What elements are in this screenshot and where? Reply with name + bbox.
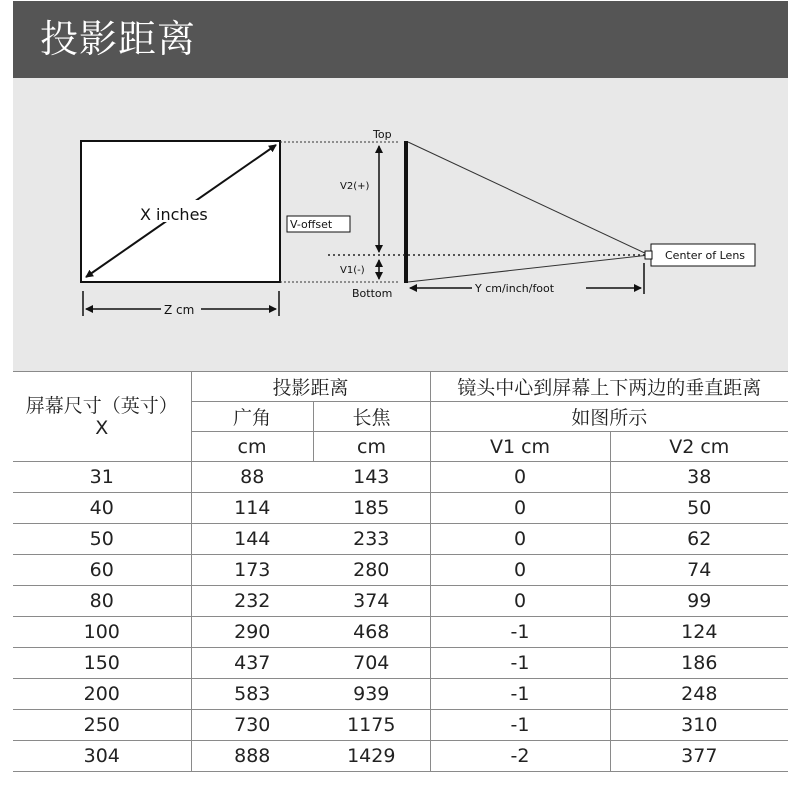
- v2-cell: 50: [610, 493, 788, 524]
- tele-cell: 704: [313, 648, 430, 679]
- wide-cell: 114: [191, 493, 313, 524]
- wide-cell: 144: [191, 524, 313, 555]
- size-cell: 60: [13, 555, 191, 586]
- v1-cell: -1: [430, 710, 610, 741]
- page-title: 投影距离: [40, 17, 197, 61]
- v2-cell: 74: [610, 555, 788, 586]
- wide-cell: 88: [191, 462, 313, 493]
- table-row: [13, 679, 788, 710]
- v1-cell: -1: [430, 617, 610, 648]
- size-cell: 40: [13, 493, 191, 524]
- v1-cell: 0: [430, 555, 610, 586]
- voffset-label: V-offset: [290, 218, 333, 231]
- table-row: [13, 524, 788, 555]
- as-figure-header: 如图所示: [430, 402, 788, 432]
- v2-cell: 248: [610, 679, 788, 710]
- projection-diagram-svg: [13, 78, 788, 371]
- tele-unit-header: cm: [313, 432, 430, 462]
- tele-cell: 143: [313, 462, 430, 493]
- distance-label: Y cm/inch/foot: [475, 282, 555, 295]
- v2-cell: 186: [610, 648, 788, 679]
- v1-header: V1 cm: [430, 432, 610, 462]
- wide-cell: 730: [191, 710, 313, 741]
- table-row: [13, 493, 788, 524]
- throw-distance-group-header: 投影距离: [191, 372, 430, 402]
- v1-label: V1(-): [340, 265, 365, 276]
- table-row: [13, 462, 788, 493]
- v1-cell: -1: [430, 648, 610, 679]
- wide-cell: 437: [191, 648, 313, 679]
- tele-header: 长焦: [313, 402, 430, 432]
- projection-diagram: [13, 78, 788, 371]
- v2-cell: 38: [610, 462, 788, 493]
- tele-cell: 233: [313, 524, 430, 555]
- size-cell: 304: [13, 741, 191, 772]
- v2-cell: 62: [610, 524, 788, 555]
- beam-bottom: [408, 255, 649, 282]
- throw-distance-table: [13, 371, 788, 772]
- table-row: [13, 586, 788, 617]
- beam-top: [408, 142, 649, 255]
- v2-cell: 124: [610, 617, 788, 648]
- tele-cell: 1429: [313, 741, 430, 772]
- offset-group-header: 镜头中心到屏幕上下两边的垂直距离: [430, 372, 788, 402]
- size-cell: 100: [13, 617, 191, 648]
- size-cell: 80: [13, 586, 191, 617]
- v1-cell: 0: [430, 524, 610, 555]
- bottom-label: Bottom: [352, 287, 393, 300]
- v2-cell: 310: [610, 710, 788, 741]
- table-row: [13, 648, 788, 679]
- v1-cell: -2: [430, 741, 610, 772]
- tele-cell: 1175: [313, 710, 430, 741]
- v1-cell: 0: [430, 493, 610, 524]
- lens-label: Center of Lens: [665, 249, 746, 262]
- size-cell: 31: [13, 462, 191, 493]
- table-row: [13, 710, 788, 741]
- size-cell: 200: [13, 679, 191, 710]
- tele-cell: 280: [313, 555, 430, 586]
- v2-cell: 99: [610, 586, 788, 617]
- v2-label: V2(+): [340, 181, 370, 192]
- top-label: Top: [373, 128, 392, 141]
- wide-header: 广角: [191, 402, 313, 432]
- size-column-header: [13, 372, 191, 462]
- size-cell: 250: [13, 710, 191, 741]
- size-cell: 150: [13, 648, 191, 679]
- tele-cell: 939: [313, 679, 430, 710]
- v2-header: V2 cm: [610, 432, 788, 462]
- screen-edge: [404, 141, 408, 283]
- wide-cell: 232: [191, 586, 313, 617]
- width-label: Z cm: [164, 303, 195, 317]
- tele-cell: 374: [313, 586, 430, 617]
- v1-cell: -1: [430, 679, 610, 710]
- wide-cell: 173: [191, 555, 313, 586]
- table-row: [13, 617, 788, 648]
- wide-unit-header: cm: [191, 432, 313, 462]
- table-row: [13, 741, 788, 772]
- size-column-header-line1: 屏幕尺寸（英寸）: [25, 394, 178, 417]
- tele-cell: 468: [313, 617, 430, 648]
- wide-cell: 888: [191, 741, 313, 772]
- table-row: [13, 555, 788, 586]
- size-cell: 50: [13, 524, 191, 555]
- wide-cell: 290: [191, 617, 313, 648]
- v1-cell: 0: [430, 586, 610, 617]
- screen-size-label: X inches: [140, 205, 208, 224]
- v1-cell: 0: [430, 462, 610, 493]
- v2-cell: 377: [610, 741, 788, 772]
- wide-cell: 583: [191, 679, 313, 710]
- size-column-header-line2: X: [95, 416, 109, 439]
- page-header: [13, 1, 788, 78]
- tele-cell: 185: [313, 493, 430, 524]
